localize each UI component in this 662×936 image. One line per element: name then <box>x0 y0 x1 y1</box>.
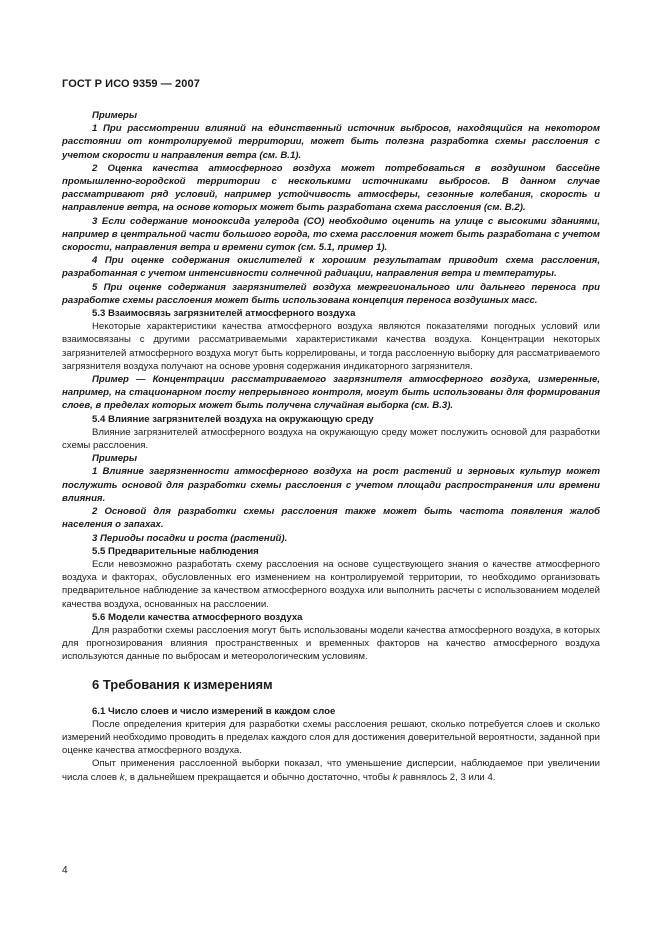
section-5-3-example: Пример — Концентрации рассматриваемого загрязнителя атмосферного воздуха, измеренные, например, на стационарном посту непрерывного контроля, могут быть использованы для формирования слоев, в пределах которых может быть получена случайная выборка (см. В.3). <box>62 374 600 412</box>
example-4: 4 При оценке содержания окислителей к хорошим результатам приводит схема расслоения, разработанная с учетом интенсивности солнечной радиации, направления ветра и температуры. <box>62 255 600 280</box>
section-5-6-heading: 5.6 Модели качества атмосферного воздуха <box>92 611 303 623</box>
section-5-4-text: Влияние загрязнителей атмосферного воздуха на окружающую среду может послужить основой для разработки схемы расслоения. <box>62 426 600 452</box>
section-5-4-heading: 5.4 Влияние загрязнителей воздуха на окружающую среду <box>92 413 374 425</box>
section-5-5-heading: 5.5 Предварительные наблюдения <box>92 545 259 557</box>
section-5-3-text: Некоторые характеристики качества атмосферного воздуха являются показателями погодных условий или взаимосвязаны с другими рассматриваемыми характеристиками качества воздуха. Концентрации некоторых загрязнителей атмосферного воздуха могут быть коррелированы, и тогда расслоенную выборку для рассматриваемого загрязнителя воздуха получают на основе уровня содержания индикаторного загрязнителя. <box>62 321 600 372</box>
variable-k: k <box>392 771 398 783</box>
section-6-1-paragraph-2 <box>62 757 600 783</box>
page-number: 4 <box>62 865 68 876</box>
section-6-1-heading: 6.1 Число слоев и число измерений в каждом слое <box>92 705 336 717</box>
document-body <box>62 109 600 784</box>
variable-k: k <box>119 771 125 783</box>
example-5: 5 При оценке содержания загрязнителей воздуха межрегионального или дальнего переноса при разработке схемы расслоения может быть использована концепция переноса воздушных масс. <box>62 281 600 306</box>
paragraph-2-part-b: , в дальнейшем прекращается и обычно достаточно, чтобы <box>124 771 393 783</box>
section-6-1-paragraph-1: После определения критерия для разработки схемы расслоения решают, сколько потребуется слоев и сколько измерений необходимо проводить в пределах каждого слоя для достижения доверительной вероятности, заданной при оценке качества атмосферного воздуха. <box>62 718 600 757</box>
section-5-3-heading: 5.3 Взаимосвязь загрязнителей атмосферного воздуха <box>92 308 356 320</box>
section-6-title: 6 Требования к измерениям <box>92 676 273 692</box>
section-5-6-text: Для разработки схемы расслоения могут быть использованы модели качества атмосферного воздуха, в которых для прогнозирования влияния пространственных и временных факторов на качество атмосферного воздуха используются данные по выбросам и метеорологическим условиям. <box>62 624 600 663</box>
example-1: 1 При рассмотрении влияний на единственный источник выбросов, находящийся на некотором расстоянии от контролируемой территории, может быть полезна разработка схемы расслоения с учетом скорости и направления ветра (см. В.1). <box>62 123 600 161</box>
section-5-4-examples-heading: Примеры <box>92 453 138 465</box>
section-5-4-example-2: 2 Основой для разработки схемы расслоения также может быть частота появления жалоб населения о запахах. <box>62 506 600 531</box>
document-header: ГОСТ Р ИСО 9359 — 2007 <box>62 78 200 90</box>
paragraph-2-part-c: равнялось 2, 3 или 4. <box>397 771 496 783</box>
section-5-5-text: Если невозможно разработать схему расслоения на основе существующего знания о качестве атмосферного воздуха и факторах, обусловленных его изменением на контролируемой территории, то необходимо организовать предварительное наблюдение за качеством атмосферного воздуха или выполнить расчеты с использованием моделей качества воздуха, основанных на расслоении. <box>62 558 600 610</box>
section-5-4-example-3: 3 Периоды посадки и роста (растений). <box>92 532 288 544</box>
paragraph-2-part-a: Опыт применения расслоенной выборки показал, что уменьшение дисперсии, наблюдаемое при увеличении числа слоев <box>62 758 600 783</box>
example-3: 3 Если содержание монооксида углерода (СО) необходимо оценить на улице с высокими зданиями, например в центральной части большого города, то схема расслоения может быть разработана с учетом скорости, направления ветра и времени суток (см. 5.1, пример 1). <box>62 215 600 254</box>
example-2: 2 Оценка качества атмосферного воздуха может потребоваться в воздушном бассейне промышленно-городской территории с несколькими источниками выбросов. В данном случае рассматривают ряд условий, например устойчивость атмосферы, сезонные колебания, скорость и направление ветра, на основе которых может быть разработана схема расслоения (см. В.2). <box>62 162 600 214</box>
examples-heading: Примеры <box>92 110 138 121</box>
section-5-4-example-1: 1 Влияние загрязненности атмосферного воздуха на рост растений и зерновых культур может послужить основой для разработки схемы расслоения с учетом площади распространения или времени влияния. <box>62 466 600 504</box>
